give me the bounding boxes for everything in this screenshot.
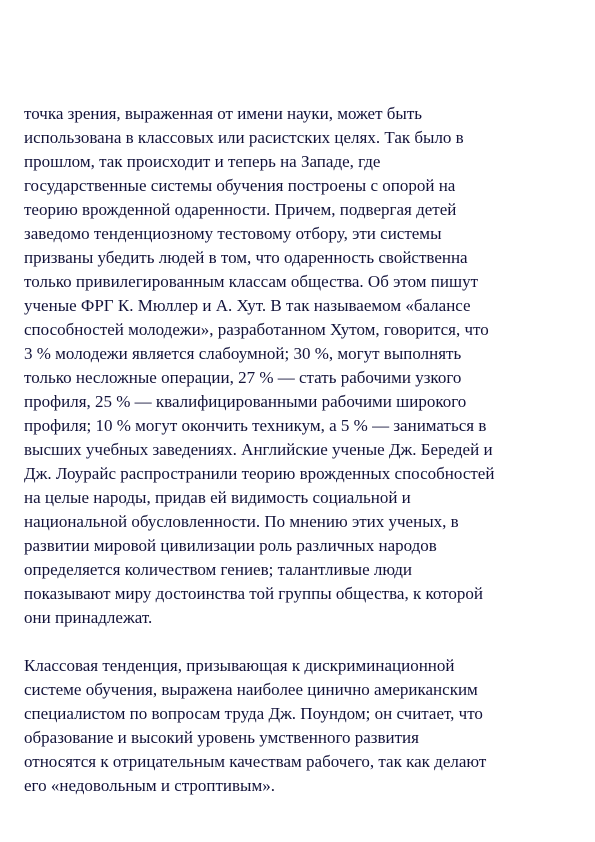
text-line: ученые ФРГ К. Мюллер и А. Хут. В так называемом «балансе bbox=[24, 296, 471, 315]
body-text bbox=[24, 102, 584, 798]
text-line: государственные системы обучения построены с опорой на bbox=[24, 176, 456, 195]
text-line: теорию врожденной одаренности. Причем, подвергая детей bbox=[24, 200, 457, 219]
text-line: его «недовольным и строптивым». bbox=[24, 776, 275, 795]
paragraph-2 bbox=[24, 654, 584, 798]
text-line: развитии мировой цивилизации роль различных народов bbox=[24, 536, 437, 555]
text-line: они принадлежат. bbox=[24, 608, 153, 627]
text-line: только несложные операции, 27 % — стать рабочими узкого bbox=[24, 368, 462, 387]
text-line: способностей молодежи», разработанном Хутом, говорится, что bbox=[24, 320, 489, 339]
text-line: точка зрения, выраженная от имени науки, может быть bbox=[24, 104, 423, 123]
text-line: высших учебных заведениях. Английские ученые Дж. Бередей и bbox=[24, 440, 493, 459]
text-line: призваны убедить людей в том, что одаренность свойственна bbox=[24, 248, 468, 267]
text-line: специалистом по вопросам труда Дж. Поундом; он считает, что bbox=[24, 704, 483, 723]
paragraph-1 bbox=[24, 102, 584, 630]
text-line: профиля; 10 % могут окончить техникум, а 5 % — заниматься в bbox=[24, 416, 487, 435]
text-line: на целые народы, придав ей видимость социальной и bbox=[24, 488, 411, 507]
text-line: системе обучения, выражена наиболее цинично американским bbox=[24, 680, 478, 699]
text-line: образование и высокий уровень умственного развития bbox=[24, 728, 419, 747]
text-line: 3 % молодежи является слабоумной; 30 %, могут выполнять bbox=[24, 344, 462, 363]
text-line: Классовая тенденция, призывающая к дискриминационной bbox=[24, 656, 455, 675]
text-line: профиля, 25 % — квалифицированными рабочими широкого bbox=[24, 392, 467, 411]
text-line: национальной обусловленности. По мнению этих ученых, в bbox=[24, 512, 459, 531]
text-line: показывают миру достоинства той группы общества, к которой bbox=[24, 584, 483, 603]
text-line: заведомо тенденциозному тестовому отбору, эти системы bbox=[24, 224, 442, 243]
paragraph-gap bbox=[24, 630, 584, 654]
text-line: прошлом, так происходит и теперь на Западе, где bbox=[24, 152, 381, 171]
text-line: только привилегированным классам общества. Об этом пишут bbox=[24, 272, 479, 291]
text-line: определяется количеством гениев; талантливые люди bbox=[24, 560, 412, 579]
text-line: Дж. Лоурайс распространили теорию врожденных способностей bbox=[24, 464, 495, 483]
text-line: относятся к отрицательным качествам рабочего, так как делают bbox=[24, 752, 487, 771]
text-line: использована в классовых или расистских целях. Так было в bbox=[24, 128, 464, 147]
